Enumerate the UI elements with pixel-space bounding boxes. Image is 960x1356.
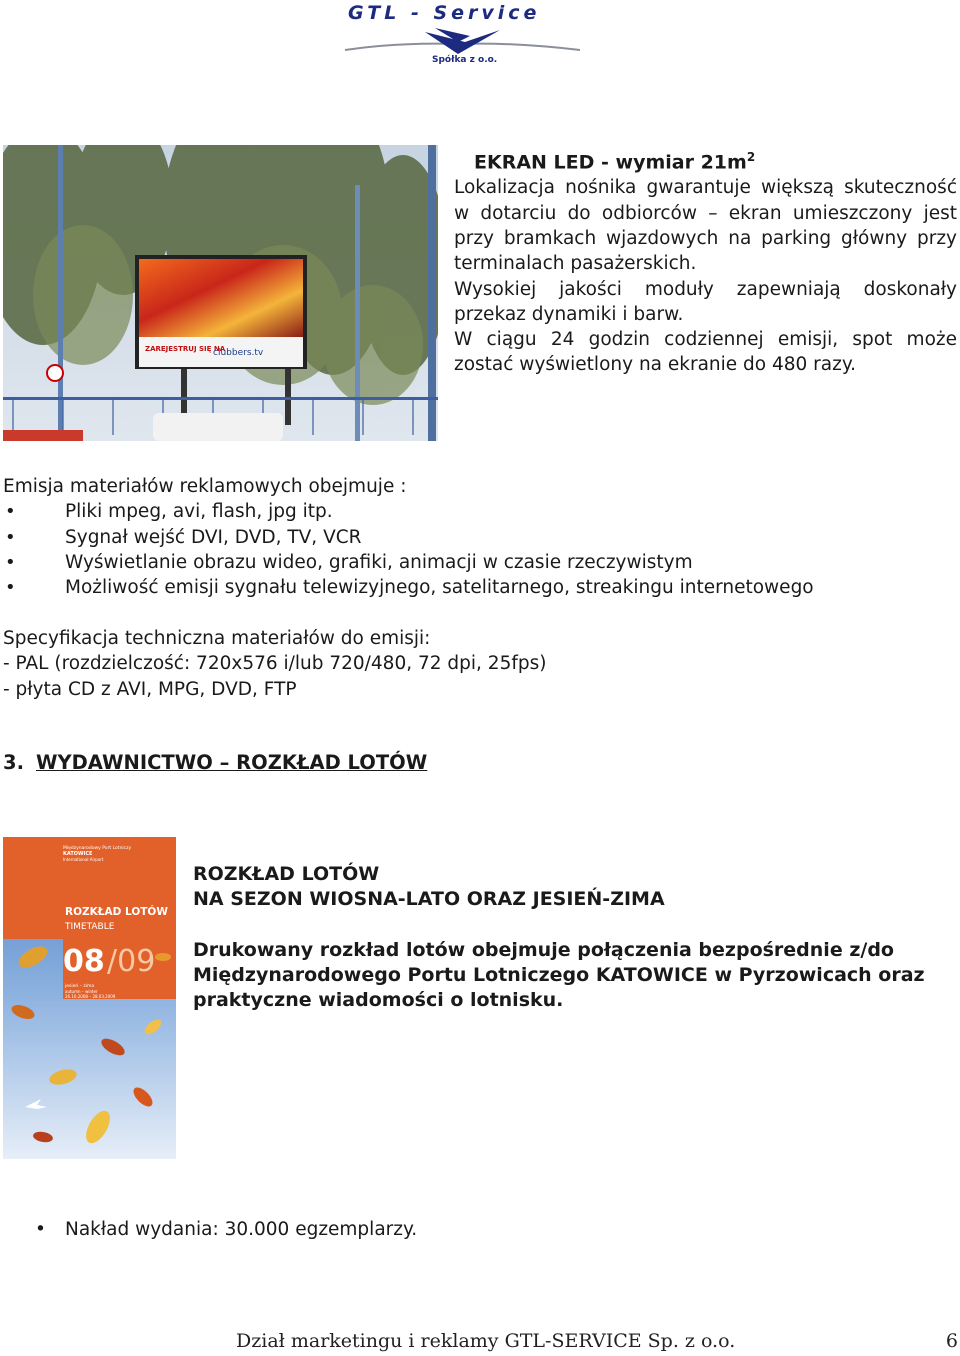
led-paragraph-1: Lokalizacja nośnika gwarantuje większą skuteczność w dotarciu do odbiorców – ekran umieszczony jest przy bramkach wjazdowych na parking główny przy terminalach pasażerskich.	[454, 177, 957, 275]
logo-text: GTL - Service	[348, 2, 541, 24]
company-logo	[330, 0, 600, 72]
timetable-body: Drukowany rozkład lotów obejmuje połączenia bezpośrednie z/do Międzynarodowego Portu Lotniczego KATOWICE w Pyrzowicach oraz praktyczne wiadomości o lotnisku.	[193, 938, 925, 1012]
led-title-text: EKRAN LED - wymiar 21m	[474, 151, 747, 174]
led-screen-photo	[3, 145, 438, 441]
footer-text: Dział marketingu i reklamy GTL-SERVICE Sp. z o.o.	[236, 1330, 736, 1352]
tech-spec-section	[3, 626, 923, 702]
page-number: 6	[945, 1330, 958, 1352]
cover-title-1: ROZKŁAD LOTÓW	[65, 906, 168, 918]
section-number: 3.	[3, 751, 24, 774]
cover-season: jesień – zima	[65, 984, 95, 989]
emission-section	[3, 474, 923, 600]
led-title	[454, 144, 957, 175]
circulation-section	[3, 1217, 703, 1242]
list-item: • Sygnał wejść DVI, DVD, TV, VCR	[3, 525, 923, 550]
section-3-heading	[3, 751, 427, 774]
list-item: • Możliwość emisji sygnału telewizyjnego, satelitarnego, streakingu internetowego	[3, 575, 923, 600]
spec-line-2: - płyta CD z AVI, MPG, DVD, FTP	[3, 678, 297, 700]
circulation-list	[3, 1217, 703, 1242]
cover-line-3: International Airport	[63, 857, 104, 862]
cover-line-1: Międzynarodowy Port Lotniczy	[63, 846, 132, 851]
logo-swoosh	[340, 20, 590, 60]
cover-year-a: 08	[63, 944, 105, 979]
timetable-heading-1: ROZKŁAD LOTÓW	[193, 863, 380, 885]
photo-screen-text-right: clubbers.tv	[213, 348, 264, 358]
cover-season-en: autumn – winter	[65, 989, 98, 994]
logo-subtitle: Spółka z o.o.	[432, 55, 498, 65]
timetable-description	[193, 862, 953, 1013]
list-item: • Pliki mpeg, avi, flash, jpg itp.	[3, 499, 923, 524]
emission-heading: Emisja materiałów reklamowych obejmuje :	[3, 476, 407, 497]
page-footer	[236, 1330, 958, 1352]
led-title-superscript: 2	[746, 150, 756, 164]
photo-screen-text-left: ZAREJESTRUJ SIĘ NA	[145, 345, 226, 353]
cover-title-2: TIMETABLE	[65, 922, 115, 932]
led-paragraph-3: W ciągu 24 godzin codziennej emisji, spot może zostać wyświetlony na ekranie do 480 razy.	[454, 329, 957, 376]
timetable-heading-2: NA SEZON WIOSNA-LATO ORAZ JESIEŃ-ZIMA	[193, 888, 665, 911]
emission-list	[3, 499, 923, 600]
spec-heading: Specyfikacja techniczna materiałów do emisji:	[3, 628, 431, 649]
section-title: WYDAWNICTWO – ROZKŁAD LOTÓW	[35, 751, 428, 774]
cover-line-2: KATOWICE	[63, 851, 93, 857]
led-paragraph-2: Wysokiej jakości moduły zapewniają doskonały przekaz dynamiki i barw.	[454, 278, 957, 325]
cover-year-b: /09	[107, 944, 156, 979]
list-item: • Nakład wydania: 30.000 egzemplarzy.	[3, 1217, 703, 1242]
list-item: • Wyświetlanie obrazu wideo, grafiki, animacji w czasie rzeczywistym	[3, 550, 923, 575]
spec-line-1: - PAL (rozdzielczość: 720x576 i/lub 720/480, 72 dpi, 25fps)	[3, 653, 547, 675]
timetable-cover-image	[3, 837, 176, 1159]
led-description	[454, 144, 957, 378]
cover-dates: 26.10.2008 – 28.03.2009	[65, 994, 116, 999]
